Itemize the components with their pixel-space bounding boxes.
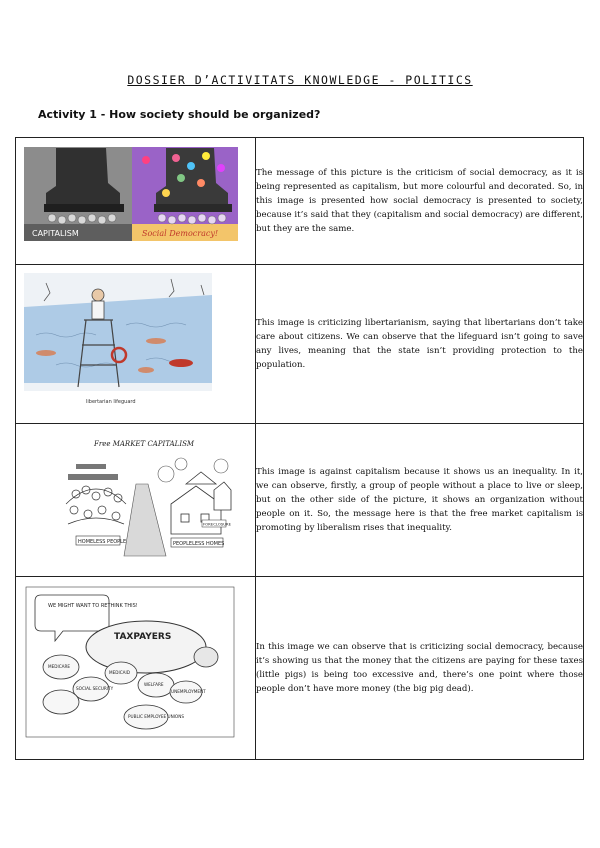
activity-heading: Activity 1 - How society should be organized? — [38, 108, 321, 121]
sign-label: HOMELESS PEOPLE — [78, 539, 127, 545]
table-row — [16, 424, 584, 577]
free-market-capitalism-cartoon — [16, 424, 255, 576]
pig-label: MEDICARE — [48, 664, 71, 669]
row-description: In this image we can observe that is criticizing social democracy, because it’s showing us that the money that the citizens are paying for these taxes (little pigs) is being too excessive and, there’s one point where those people don’t have more money (the big pig dead). — [256, 577, 584, 760]
row-description: The message of this picture is the criticism of social democracy, as it is being represented as capitalism, but more colourful and decorated. So, in this image is presented how social democracy is presented to society, because it’s said that they (capitalism and social democracy) are different, but they are the same. — [256, 138, 584, 265]
row-description: This image is criticizing libertarianism, saying that libertarians don’t take care about citizens. We can observe that the lifeguard isn’t going to save any lives, meaning that the state isn’t providing protection to the population. — [256, 265, 584, 424]
sign-label: FORECLOSURE — [203, 521, 232, 527]
pig-label: MEDICAID — [109, 670, 130, 675]
taxpayers-pigs-cartoon — [16, 577, 255, 759]
cartoon-label: CAPITALISM — [32, 229, 79, 238]
sign-label: PEOPLELESS HOMES — [173, 541, 225, 547]
table-row — [16, 138, 584, 265]
pig-label: PUBLIC EMPLOYEE UNIONS — [128, 714, 185, 719]
pig-label: TAXPAYERS — [114, 632, 172, 642]
cartoon-title: Free MARKET CAPITALISM — [94, 440, 195, 448]
row-description: This image is against capitalism because it shows us an inequality. In it, we can observe, firstly, a group of people without a place to live or sleep, but on the other side of the picture, it shows an organization without people on it. So, the message here is that the free market capitalism is promoting by liberalism rises that inequality. — [256, 424, 584, 577]
capitalism-social-democracy-cartoon — [16, 138, 255, 264]
libertarian-lifeguard-cartoon — [16, 265, 255, 423]
cartoon-label: Social Democracy! — [142, 229, 219, 238]
activity-table — [15, 137, 584, 760]
document-title: DOSSIER D’ACTIVITATS KNOWLEDGE - POLITICS — [127, 73, 473, 87]
table-row — [16, 577, 584, 760]
pig-label: SOCIAL SECURITY — [76, 686, 114, 691]
pig-label: UNEMPLOYMENT — [171, 689, 206, 694]
pig-label: WELFARE — [144, 682, 164, 687]
speech-bubble: WE MIGHT WANT TO RETHINK THIS! — [48, 603, 138, 609]
cartoon-caption: libertarian lifeguard — [86, 399, 136, 405]
table-row — [16, 265, 584, 424]
